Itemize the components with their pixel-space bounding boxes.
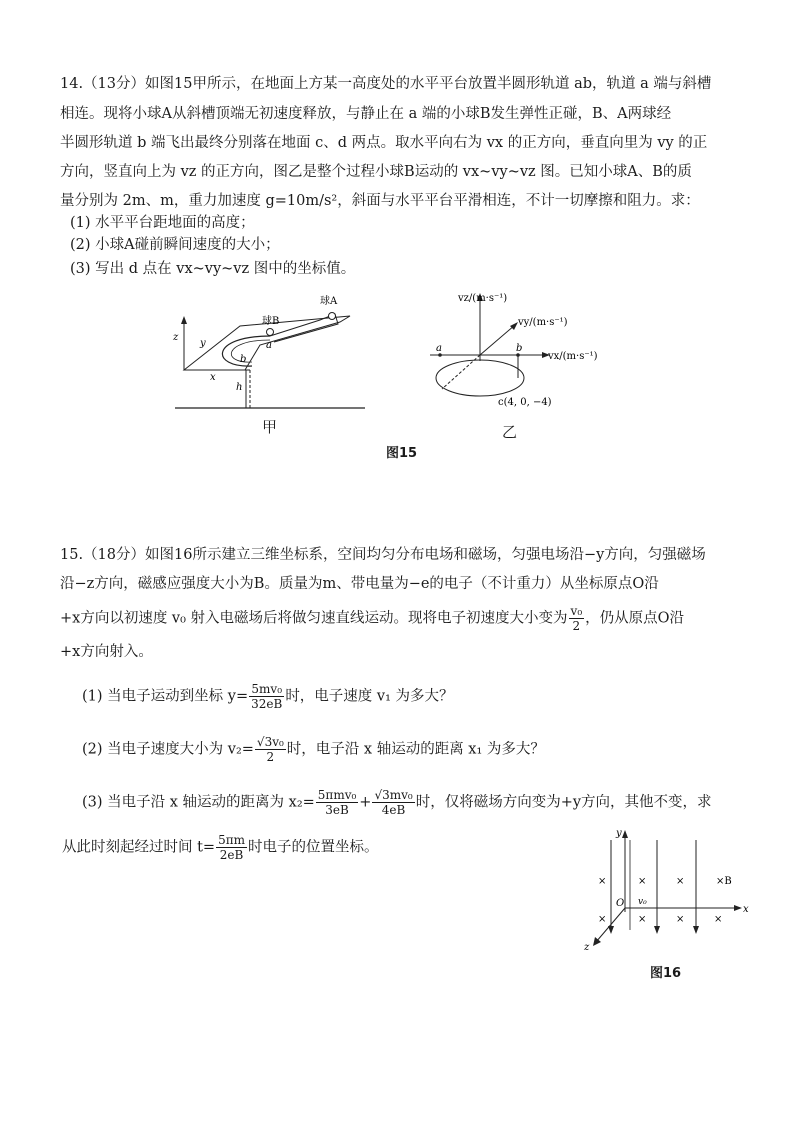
svg-text:×: × [598, 914, 607, 925]
q14-line-2: 相连。现将小球A从斜槽顶端无初速度释放，与静止在 a 端的小球B发生弹性正碰，B、A两球经 [60, 106, 672, 122]
svg-text:球A: 球A [320, 296, 338, 307]
q15-subq-3: (3) 当电子沿 x 轴运动的距离为 x₂= $\frac{\text{5πmv₀}}{3eB}$ + $\frac{\text{√3mv₀}}{4eB}$ 时，仅将磁场方向变为+y方向，其他不变，求 [82, 788, 712, 817]
svg-text:z: z [173, 332, 179, 343]
svg-text:vy/(m·s⁻¹): vy/(m·s⁻¹) [518, 317, 568, 328]
q14-line-1: 14.（13分）如图15甲所示，在地面上方某一高度处的水平平台放置半圆形轨道 ab，轨道 a 端与斜槽 [60, 76, 712, 92]
q15-line-3: +x方向以初速度 v₀ 射入电磁场后将做匀速直线运动。现将电子初速度大小变为 $\frac{\text{v₀}}{2}$ ，仍从原点O沿 [60, 604, 685, 633]
q14-line-3: 半圆形轨道 b 端飞出最终分别落在地面 c、d 两点。取水平向右为 vx 的正方向，垂直向里为 vy 的正 [60, 135, 708, 151]
figure16-caption: 图16 [650, 966, 682, 981]
svg-text:b: b [240, 354, 247, 365]
figure15-caption: 图15 [386, 446, 418, 461]
svg-text:a: a [266, 340, 272, 351]
svg-text:×: × [598, 876, 607, 887]
q14-line-4: 方向，竖直向上为 vz 的正方向，图乙是整个过程小球B运动的 vx~vy~vz 图。已知小球A、B的质 [60, 164, 692, 180]
q15-line-4: +x方向射入。 [60, 644, 153, 660]
svg-text:vz/(m·s⁻¹): vz/(m·s⁻¹) [458, 293, 508, 304]
svg-text:×: × [638, 914, 647, 925]
svg-text:vx/(m·s⁻¹): vx/(m·s⁻¹) [548, 351, 598, 362]
svg-text:×: × [676, 914, 685, 925]
svg-text:×: × [714, 914, 723, 925]
svg-text:×: × [676, 876, 685, 887]
svg-text:x: x [743, 904, 749, 915]
svg-text:b: b [516, 343, 523, 354]
q14-subq-3: (3) 写出 d 点在 vx~vy~vz 图中的坐标值。 [70, 261, 356, 277]
q14-line-5: 量分别为 2m、m，重力加速度 g=10m/s²，斜面与水平平台平滑相连，不计一切摩擦和阻力。求： [60, 193, 700, 209]
q14-subq-1: (1) 水平平台距地面的高度； [70, 215, 255, 231]
q15-subq-3-cont: 从此时刻起经过时间 t= $\frac{5\pi m}{2eB}$ 时电子的位置坐标。 [62, 833, 379, 862]
svg-text:×B: ×B [716, 876, 732, 887]
figure15-right-diagram [420, 283, 620, 418]
svg-text:z: z [584, 942, 590, 953]
q15-subq-2: (2) 当电子速度大小为 v₂= $\frac{\text{√3v₀}}{2}$ 时，电子沿 x 轴运动的距离 x₁ 为多大？ [82, 735, 545, 764]
svg-text:O: O [616, 898, 625, 909]
figure15-sub-caption-left: 甲 [262, 418, 278, 436]
svg-text:c(4, 0, −4): c(4, 0, −4) [498, 397, 552, 408]
svg-text:a: a [436, 343, 442, 354]
q15-line-1: 15.（18分）如图16所示建立三维坐标系，空间均匀分布电场和磁场，匀强电场沿−y方向，匀强磁场 [60, 547, 706, 563]
q15-line-2: 沿−z方向，磁感应强度大小为B。质量为m、带电量为−e的电子（不计重力）从坐标原点O沿 [60, 576, 659, 592]
figure15-left-diagram [170, 290, 370, 420]
figure15-sub-caption-right: 乙 [502, 423, 518, 441]
svg-text:v₀: v₀ [638, 897, 647, 907]
svg-text:×: × [638, 876, 647, 887]
svg-text:y: y [200, 338, 206, 349]
q15-subq-1: (1) 当电子运动到坐标 y= $\frac{\text{5mv₀}}{32eB}$ 时，电子速度 v₁ 为多大？ [82, 682, 454, 711]
svg-text:y: y [616, 828, 622, 839]
figure16-diagram [580, 822, 755, 957]
svg-text:x: x [210, 372, 216, 383]
q14-subq-2: (2) 小球A碰前瞬间速度的大小； [70, 237, 280, 253]
svg-text:h: h [236, 382, 243, 393]
svg-text:球B: 球B [262, 316, 280, 327]
